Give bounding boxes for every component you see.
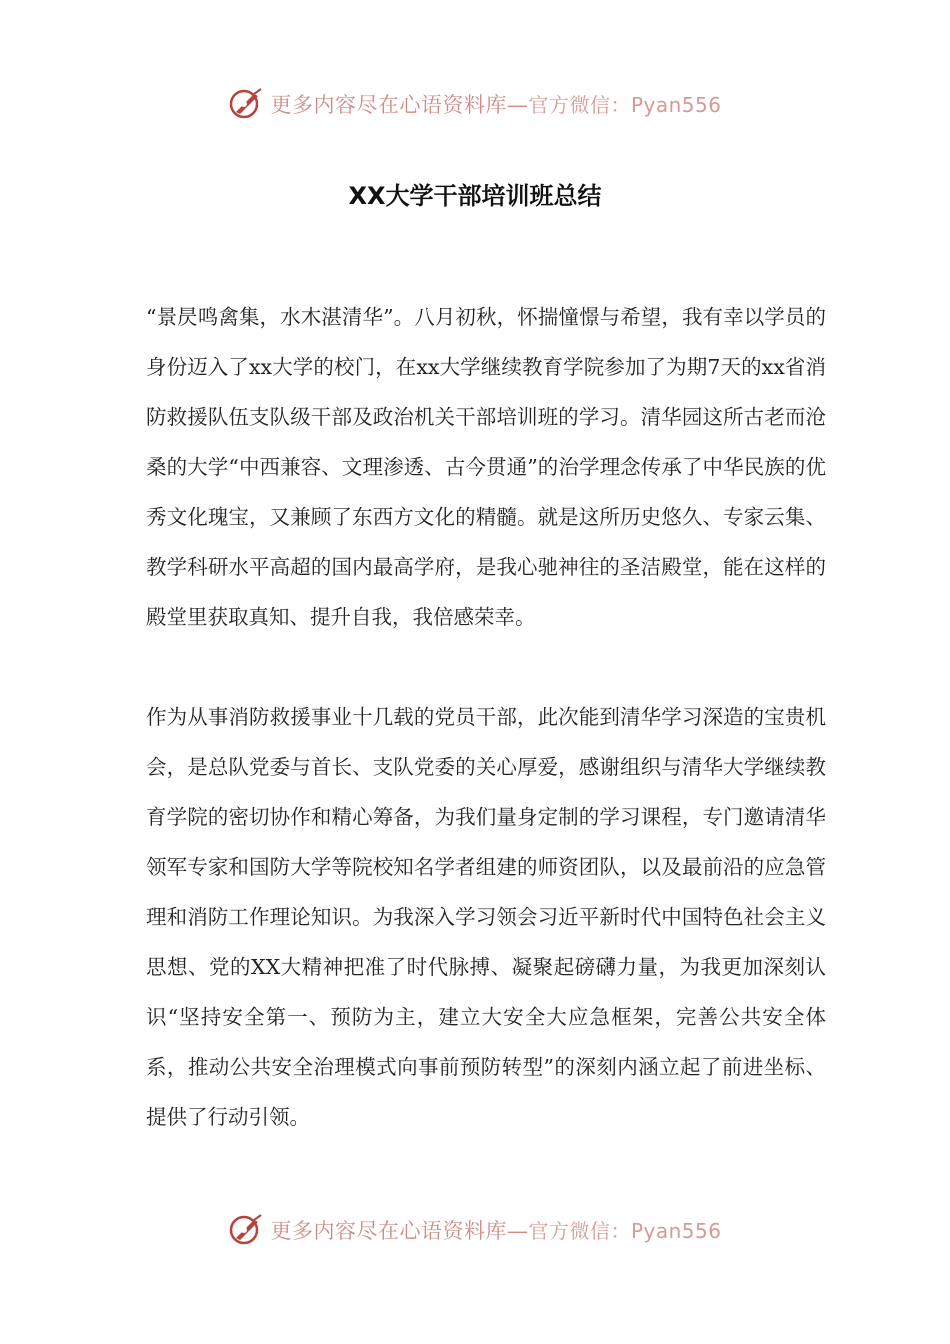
pen-logo-icon	[228, 86, 264, 122]
watermark-text: 更多内容尽在心语资料库—官方微信：Pyan556	[270, 93, 722, 117]
document-title: XX大学干部培训班总结	[348, 182, 602, 210]
watermark-header	[0, 82, 950, 126]
watermark-footer	[0, 1208, 950, 1252]
paragraph-2: 作为从事消防救援事业十几载的党员干部，此次能到清华学习深造的宝贵机会，是总队党委与首长、支队党委的关心厚爱，感谢组织与清华大学继续教育学院的密切协作和精心筹备，为我们量身定制的学习课程，专门邀请清华领军专家和国防大学等院校知名学者组建的师资团队，以及最前沿的应急管理和消防工作理论知识。为我深入学习领会习近平新时代中国特色社会主义思想、党的XX大精神把准了时代脉搏、凝聚起磅礴力量，为我更加深刻认识“坚持安全第一、预防为主，建立大安全大应急框架，完善公共安全体系，推动公共安全治理模式向事前预防转型”的深刻内涵立起了前进坐标、提供了行动引领。	[146, 705, 826, 1129]
paragraph-1: “景昃鸣禽集，水木湛清华”。八月初秋，怀揣憧憬与希望，我有幸以学员的身份迈入了xx大学的校门，在xx大学继续教育学院参加了为期7天的xx省消防救援队伍支队级干部及政治机关干部培训班的学习。清华园这所古老而沧桑的大学“中西兼容、文理渗透、古今贯通”的治学理念传承了中华民族的优秀文化瑰宝，又兼顾了东西方文化的精髓。就是这所历史悠久、专家云集、教学科研水平高超的国内最高学府，是我心驰神往的圣洁殿堂，能在这样的殿堂里获取真知、提升自我，我倍感荣幸。	[146, 305, 826, 629]
pen-logo-icon	[228, 1212, 264, 1248]
watermark-text: 更多内容尽在心语资料库—官方微信：Pyan556	[270, 1219, 722, 1243]
